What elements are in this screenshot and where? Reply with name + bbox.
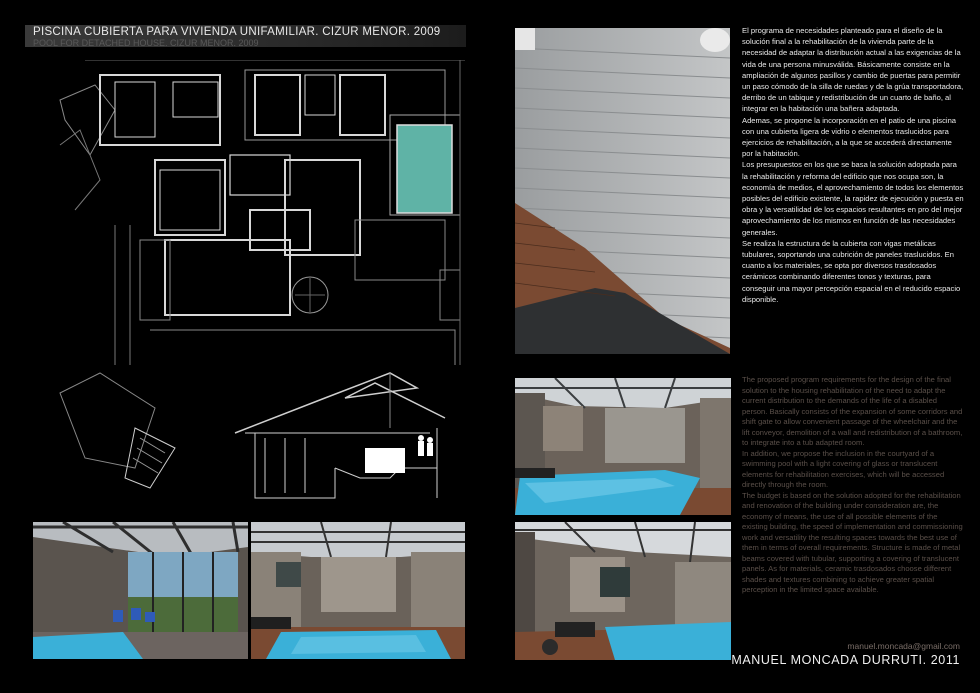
description-en-paragraph: The budget is based on the solution adopted for the rehabilitation and renovation of the building under consideration are, the economy of means, the use of all possible elements of the existing building, the speed of implementation and commissioning work and versatility the resulting spaces towards the best use of them in terms of overall requirements. Structure is made of metal beams covered with tubular, supporting a covering of translucent panels. As for materials, ceramic trasdosados choose different shades and textures combining to achieve greater spatial perception in the limited space available. (742, 490, 963, 594)
floor-plan-drawing (55, 60, 470, 365)
page-subtitle: POOL FOR DETACHED HOUSE. CIZUR MENOR. 2009 (33, 38, 259, 48)
section-drawing (45, 368, 470, 513)
description-es-paragraph: Los presupuestos en los que se basa la solución adoptada para la rehabilitación y reforma del edificio que nos ocupa son, la economía de medios, el aprovechamiento de todos los elementos posibles del edificio existente, la rapidez de ejecución y puesta en obra y la versatilidad de los espacios resultantes en pro del mejor aprovechamiento de los mismos en función de las necesidades generales. (742, 160, 964, 237)
description-es-paragraph: Ademas, se propone la incorporación en el patio de una piscina con una cubierta ligera de vidrio o elementos traslucidos para ejercicios de rehabilitación, a la que se accederá directamente por la habitación. (742, 115, 957, 159)
page-title: PISCINA CUBIERTA PARA VIVIENDA UNIFAMILIAR. CIZUR MENOR. 2009 (33, 26, 441, 38)
description-es-paragraph: Se realiza la estructura de la cubierta con vigas metálicas tubulares, soportando una cubrición de paneles traslucidos. En cuanto a los materiales, se opta por diversos trasdosados cerámicos combinando diferentes tonos y texturas, para conseguir una mayor percepción espacial en el reducido espacio disponible. (742, 238, 961, 304)
section-pool (365, 448, 405, 473)
plan-pool (397, 125, 452, 213)
description-es-paragraph: El programa de necesidades planteado para el diseño de la solución final a la rehabilitación de la vivienda parte de la necesidad de adaptar la distribución actual a las exigencias de la vida de una persona minusválida. Básicamente consiste en la ampliación de algunos pasillos y cambio de puertas para permitir un paso cómodo de la silla de ruedas y de la grúa transportadora, derribo de un tabique y redistribución de un cuarto de baño, al integrar en la habitación una bañera adaptada. (742, 26, 964, 114)
photo-indoor-pool-2 (515, 522, 731, 660)
description-en (742, 375, 964, 596)
description-es (742, 25, 964, 305)
description-en-paragraph: The proposed program requirements for the design of the final solution to the housing rehabilitation of the need to adapt the current distribution to the demands of the life of a disabled person. Basically consists of the expansion of some corridors and shift gate to allow convenient passage of the wheelchair and the lift conveyor, demolition of a wall and redistribution of a bathroom, to integrate into a tub adapted room. (742, 375, 963, 447)
photo-pool-garden (33, 522, 248, 659)
photo-indoor-pool-center (251, 522, 465, 659)
author-email: manuel.moncada@gmail.com (847, 641, 960, 651)
description-en-paragraph: In addition, we propose the inclusion in the courtyard of a swimming pool with a light covering of glass or translucent elements for rehabilitation exercises, which will be accessed directly through the room. (742, 448, 945, 489)
author-name: MANUEL MONCADA DURRUTI. 2011 (731, 653, 960, 667)
photo-exterior-deck (515, 28, 730, 354)
photo-indoor-pool-1 (515, 378, 731, 515)
